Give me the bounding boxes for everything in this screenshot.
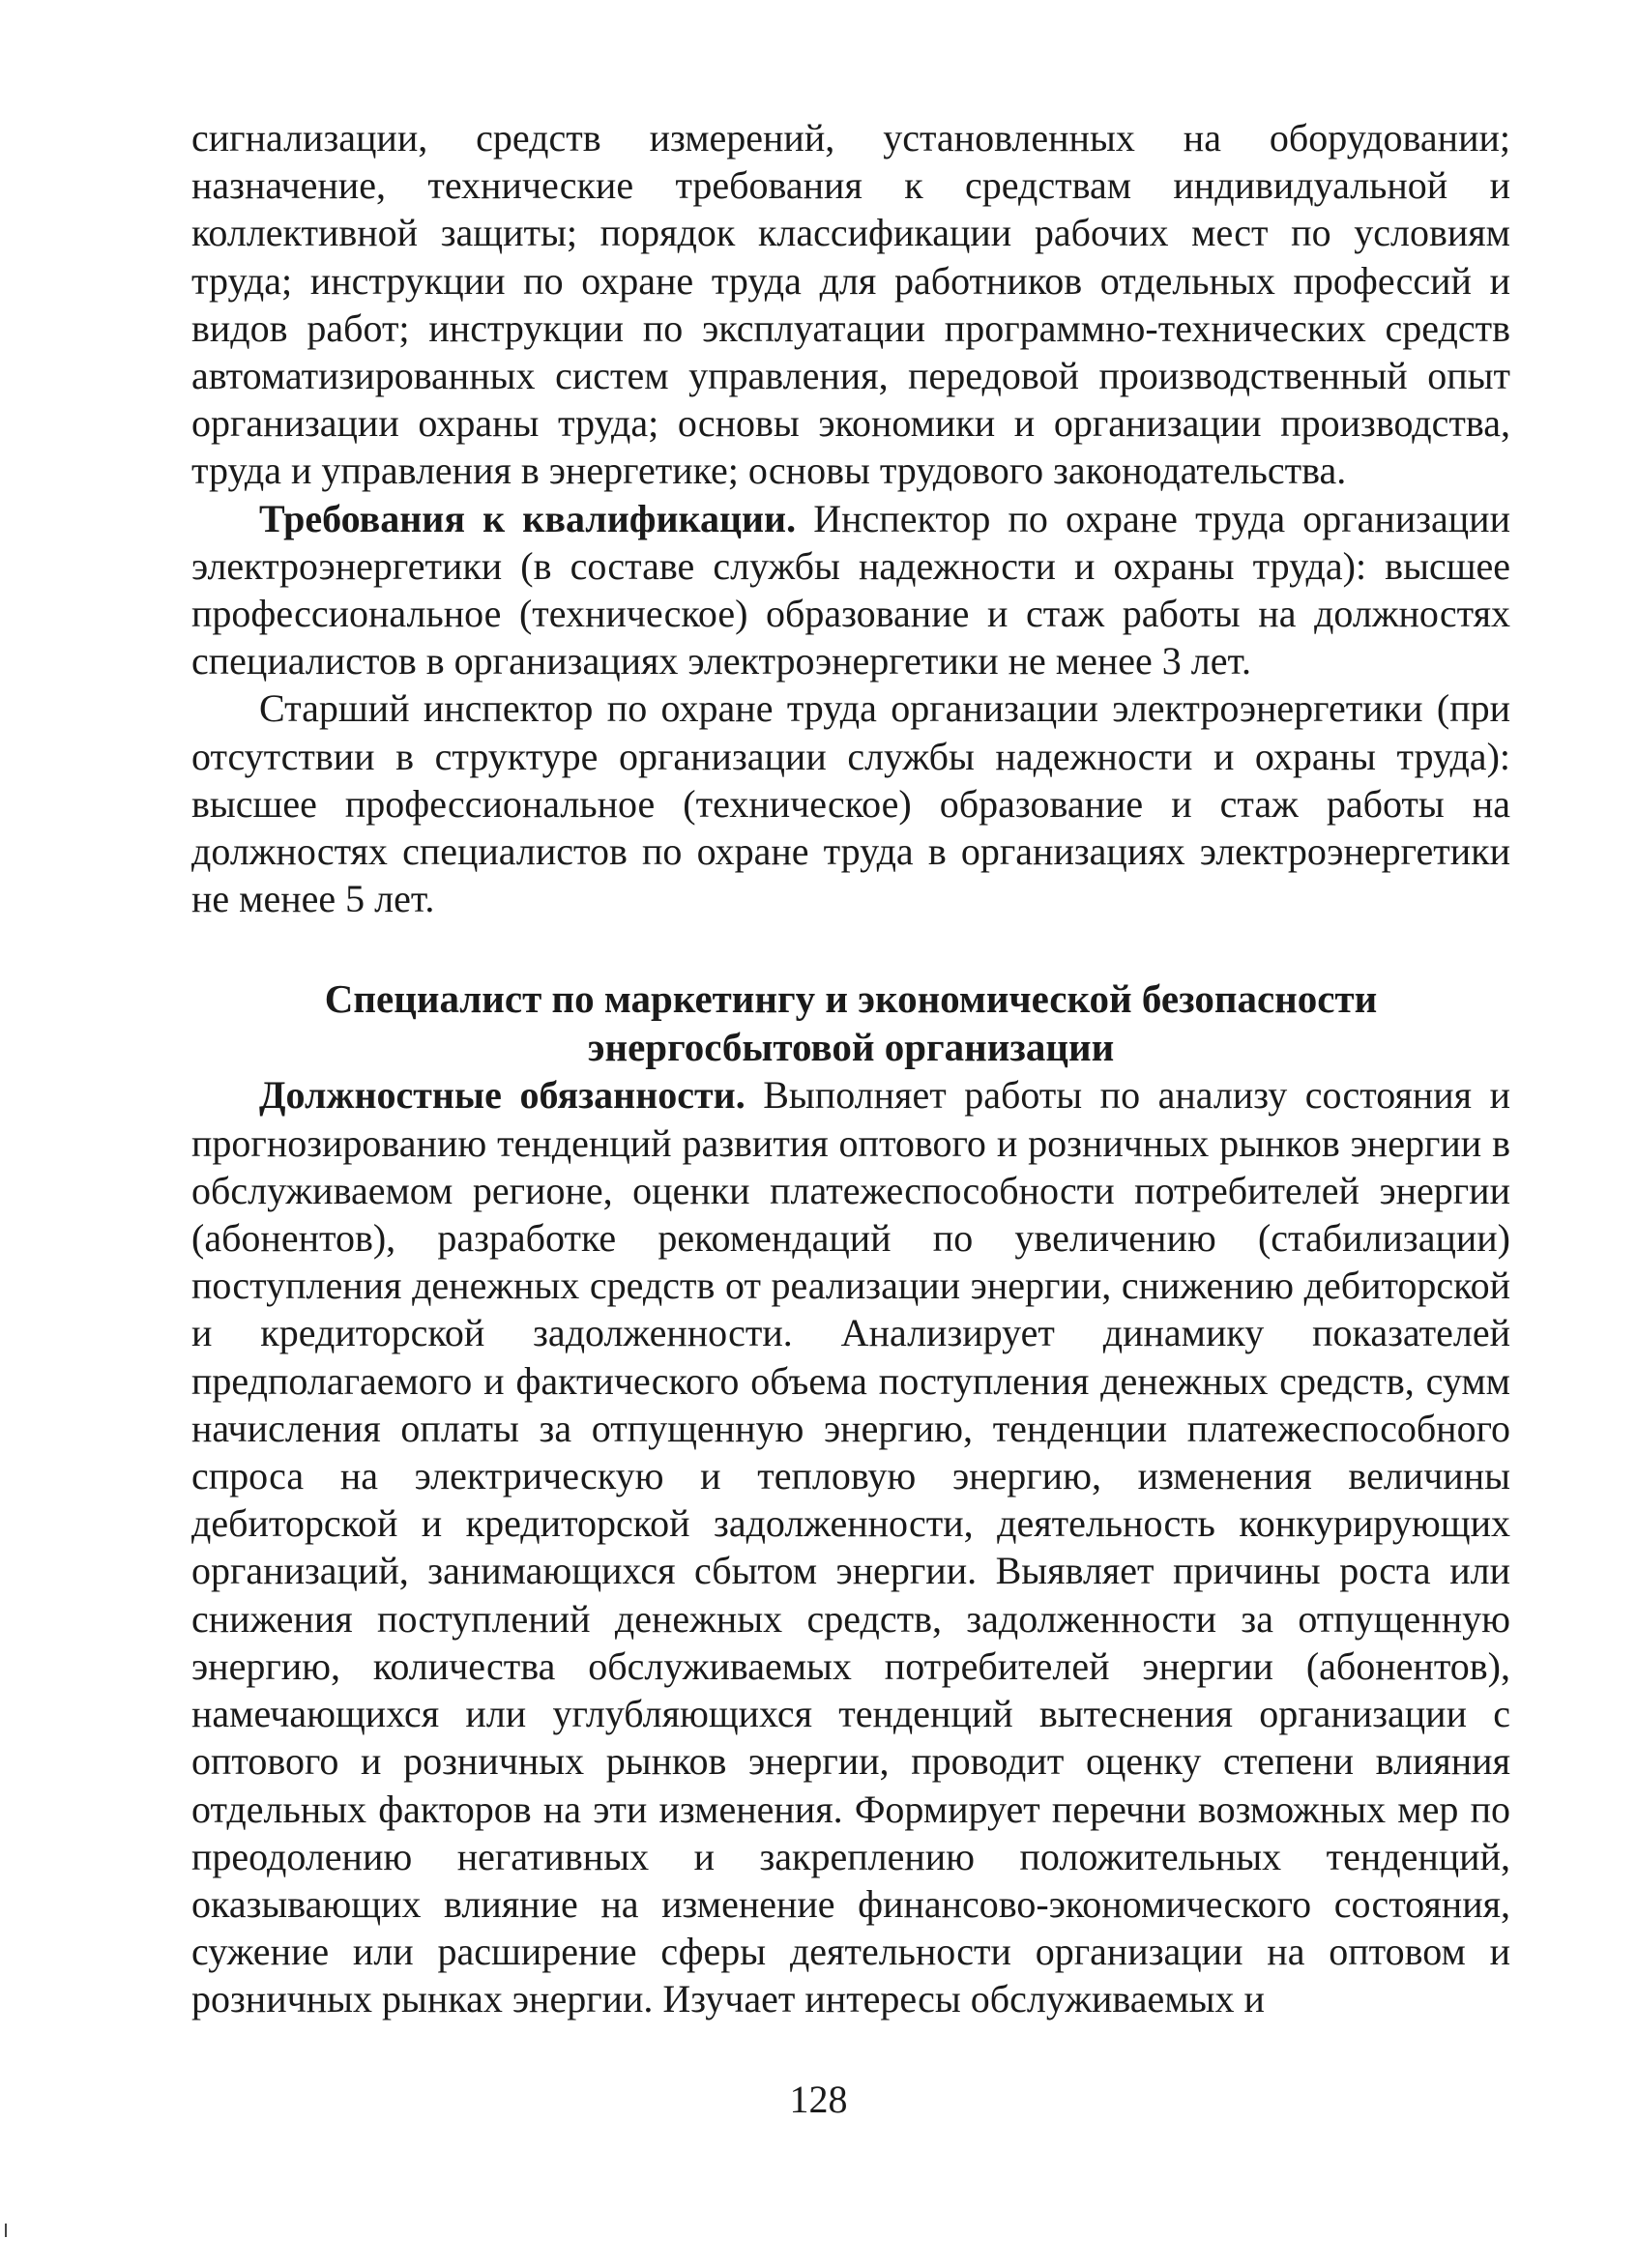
qualification-requirements-text: Инспектор по охране труда организации электроэнергетики (в составе службы надежности и охраны труда): высшее профессиональное (техническое) образование и стаж работы на должностях специалистов в организациях электроэнергетики не менее 3 лет. <box>191 496 1510 683</box>
section-title <box>191 975 1510 1071</box>
section-title-line-2: энергосбытовой организации <box>587 1024 1115 1069</box>
qualification-requirements-heading: Требования к квалификации. <box>259 496 797 540</box>
paragraph-continuation: сигнализации, средств измерений, установленных на оборудовании; назначение, технические требования к средствам индивидуальной и коллективной защиты; порядок классификации рабочих мест по условиям труда; инструкции по охране труда для работников отдельных профессий и видов работ; инструкции по эксплуатации программно-технических средств автоматизированных систем управления, передовой производственный опыт организации охраны труда; основы экономики и организации производства, труда и управления в энергетике; основы трудового законодательства. <box>191 116 1510 493</box>
scan-margin-mark <box>5 2224 7 2237</box>
job-duties-heading: Должностные обязанности. <box>259 1073 745 1118</box>
page-number: 128 <box>789 2078 848 2121</box>
paragraph-job-duties <box>191 1071 1510 2022</box>
section-title-line-1: Специалист по маркетингу и экономической безопасности <box>324 976 1378 1022</box>
job-duties-text: Выполняет работы по анализу состояния и прогнозированию тенденций развития оптового и розничных рынков энергии в обслуживаемом регионе, оценки платежеспособности потребителей энергии (абонентов), разработке рекомендаций по увеличению (стабилизации) поступления денежных средств от реализации энергии, снижению дебиторской и кредиторской задолженности. Анализирует динамику показателей предполагаемого и фактического объема поступления денежных средств, сумм начисления оплаты за отпущенную энергию, тенденции платежеспособного спроса на электрическую и тепловую энергию, изменения величины дебиторской и кредиторской задолженности, деятельность конкурирующих организаций, занимающихся сбытом энергии. Выявляет причины роста или снижения поступлений денежных средств, задолженности за отпущенную энергию, количества обслуживаемых потребителей энергии (абонентов), намечающихся или углубляющихся тенденций вытеснения организации с оптового и розничных рынков энергии, проводит оценку степени влияния отдельных факторов на эти изменения. Формирует перечни возможных мер по преодолению негативных и закреплению положительных тенденций, оказывающих влияние на изменение финансово-экономического состояния, сужение или расширение сферы деятельности организации на оптовом и розничных рынках энергии. Изучает интересы обслуживаемых и <box>191 1073 1510 2021</box>
page-body <box>191 114 1510 2023</box>
paragraph-qualification-requirements <box>191 495 1510 685</box>
paragraph-senior-inspector: Старший инспектор по охране труда организации электроэнергетики (при отсутствии в структуре организации службы надежности и охраны труда): высшее профессиональное (техническое) образование и стаж работы на должностях специалистов по охране труда в организациях электроэнергетики не менее 5 лет. <box>191 686 1510 921</box>
